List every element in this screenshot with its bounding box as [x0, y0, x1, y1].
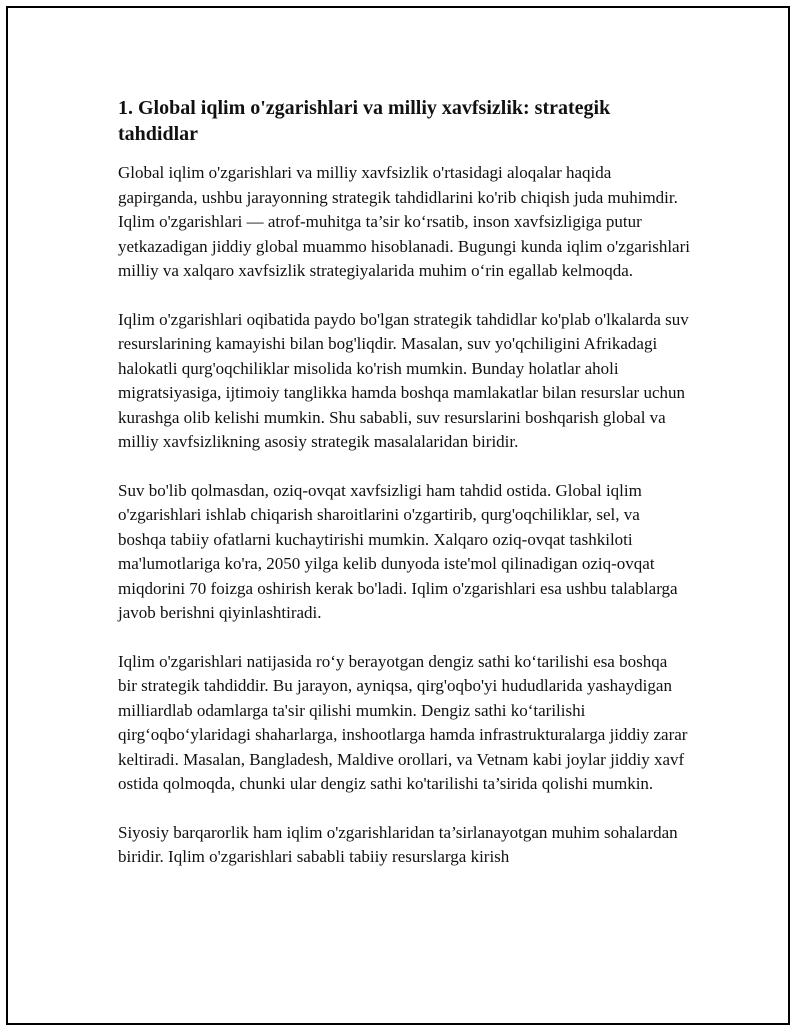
section-heading: 1. Global iqlim o'zgarishlari va milliy xavfsizlik: strategik tahdidlar — [118, 97, 611, 145]
paragraph-water-resources: Iqlim o'zgarishlari oqibatida paydo bo'lgan strategik tahdidlar ko'plab o'lkalarda suv resurslarining kamayishi bilan bog'liqdir. Masalan, suv yo'qchiligini Afrikadagi halokatli qurg'oqchiliklar misolida ko'rish mumkin. Bunday holatlar aholi migratsiyasiga, ijtimoiy tanglikka hamda boshqa mamlakatlar bilan resurslar uchun kurashga olib kelishi mumkin. Shu sababli, suv resurslarini boshqarish global va milliy xavfsizlikning asosiy strategik masalalaridan biridir. — [118, 309, 689, 451]
paragraph-sea-level-rise: Iqlim o'zgarishlari natijasida ro‘y berayotgan dengiz sathi ko‘tarilishi esa boshqa bir strategik tahdiddir. Bu jarayon, ayniqsa, qirg'oqbo'yi hududlarida yashaydigan milliardlab odamlarga ta'sir qilishi mumkin. Dengiz sathi ko‘tarilishi qirg‘oqbo‘ylaridagi shaharlarga, inshootlarga hamda infrastrukturalarga jiddiy zarar keltiradi. Masalan, Bangladesh, Maldive orollari, va Vetnam kabi joylar jiddiy xavf ostida qolmoqda, chunki ular dengiz sathi ko'tarilishi ta’sirida qolishi mumkin. — [118, 651, 688, 793]
paragraph-political-stability: Siyosiy barqarorlik ham iqlim o'zgarishlaridan ta’sirlanayotgan muhim sohalardan biridir. Iqlim o'zgarishlari sababli tabiiy resurslarga kirish — [118, 822, 678, 866]
paragraph-intro: Global iqlim o'zgarishlari va milliy xavfsizlik o'rtasidagi aloqalar haqida gapirganda, ushbu jarayonning strategik tahdidlarini ko'rib chiqish juda muhimdir. Iqlim o'zgarishlari — atrof-muhitga ta’sir ko‘rsatib, inson xavfsizligiga putur yetkazadigan jiddiy global muammo hisoblanadi. Bugungi kunda iqlim o'zgarishlari milliy va xalqaro xavfsizlik strategiyalarida muhim o‘rin egallab kelmoqda. — [118, 163, 690, 280]
paragraph-food-security: Suv bo'lib qolmasdan, oziq-ovqat xavfsizligi ham tahdid ostida. Global iqlim o'zgarishlari ishlab chiqarish sharoitlarini o'zgartirib, qurg'oqchiliklar, sel, va boshqa tabiiy ofatlarni kuchaytirishi mumkin. Xalqaro oziq-ovqat tashkiloti ma'lumotlariga ko'ra, 2050 yilga kelib dunyoda iste'mol qilinadigan oziq-ovqat miqdorini 70 foizga oshirish kerak bo'ladi. Iqlim o'zgarishlari esa ushbu talablarga javob berishni qiyinlashtiradi. — [118, 480, 678, 622]
document-body — [118, 95, 690, 894]
